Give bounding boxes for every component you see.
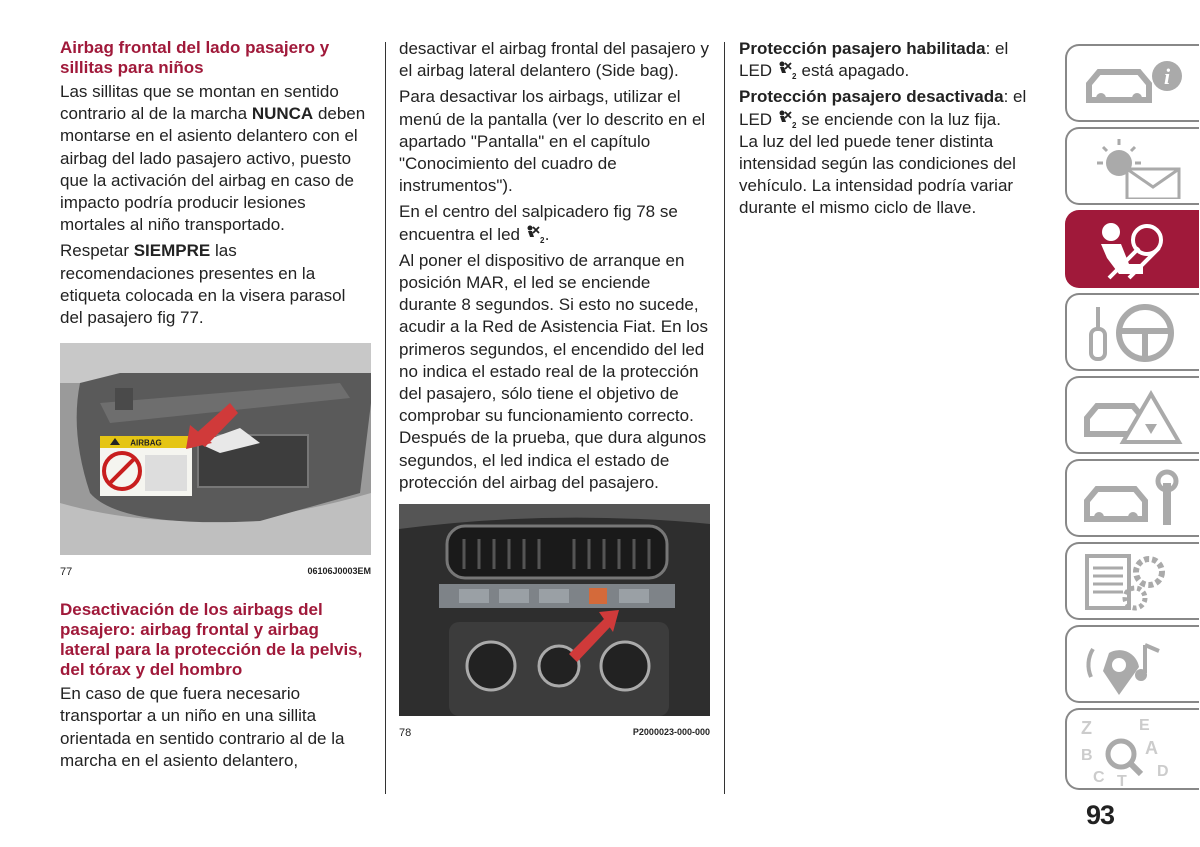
page-number: 93 <box>1085 800 1114 830</box>
paragraph: Las sillitas que se montan en sentido contrario al de la marcha NUNCA deben montarse en el asiento delantero con el airbag del lado pasajero activo, puesto que la activación del airbag en caso de impacto podría producir lesiones mortales al niño transportado. <box>60 82 366 235</box>
tab-safety[interactable] <box>1065 210 1199 288</box>
section-heading: Desactivación de los airbags del pasajero: airbag frontal y airbag lateral para la protección de la pelvis, del tórax y del hombro <box>60 600 363 680</box>
paragraph: desactivar el airbag frontal del pasajero y el airbag lateral delantero (Side bag). <box>399 39 709 81</box>
tab-starting-driving[interactable] <box>1065 293 1199 371</box>
index-icon <box>1079 716 1189 786</box>
paragraph: Al poner el dispositivo de arranque en posición MAR, el led se enciende durante 8 segundos. Si esto no sucede, acudir a la Red de Asistencia Fiat. En los primeros segundos, el encendido del led no indica el estado real de la protección del pasajero, sólo tiene el objetivo de comprobar su funcionamiento correcto. Después de la prueba, que dura algunos segundos, el led indica el estado de protección del airbag del pasajero. <box>399 250 708 492</box>
figure-77 <box>60 343 371 578</box>
passenger-airbag-off-led-icon <box>777 60 797 80</box>
figure-78 <box>399 504 710 739</box>
tab-maintenance[interactable] <box>1065 459 1199 537</box>
tab-index[interactable] <box>1065 708 1199 790</box>
figure-code: P2000023-000-000 <box>632 727 710 738</box>
airbag-label-text: AIRBAG <box>130 438 162 448</box>
tab-emergency[interactable] <box>1065 376 1199 454</box>
svg-text:B: B <box>1081 747 1093 764</box>
car-wrench-icon <box>1079 467 1189 531</box>
dashboard-photo <box>399 504 710 716</box>
svg-text:2: 2 <box>791 72 797 81</box>
tab-warning-lights[interactable] <box>1065 127 1199 205</box>
svg-text:Z: Z <box>1081 718 1092 738</box>
paragraph: La luz del led puede tener distinta intensidad según las condiciones del vehículo. La intensidad podría variar durante el mismo ciclo de llave. <box>739 131 1016 218</box>
figure-caption <box>399 727 710 739</box>
svg-text:2: 2 <box>791 120 797 129</box>
paragraph: Protección pasajero desactivada: el LED 2 se enciende con la luz fija. <box>739 87 1027 129</box>
column-divider <box>724 42 725 794</box>
column-1 <box>60 38 370 776</box>
figure-number: 78 <box>399 727 412 740</box>
tab-multimedia[interactable] <box>1065 625 1199 703</box>
paragraph: En el centro del salpicadero fig 78 se encuentra el led 2 . <box>399 202 678 244</box>
technical-data-icon <box>1079 550 1189 614</box>
svg-text:E: E <box>1139 717 1150 734</box>
passenger-airbag-off-led-icon <box>777 109 797 129</box>
sun-visor-photo <box>60 343 371 555</box>
svg-text:i: i <box>1163 64 1171 89</box>
column-2 <box>399 38 711 739</box>
svg-text:2: 2 <box>539 235 545 244</box>
warning-lights-icon <box>1079 135 1189 199</box>
paragraph: Protección pasajero habilitada: el LED 2 está apagado. <box>739 39 1009 81</box>
svg-text:A: A <box>1145 738 1158 758</box>
multimedia-icon <box>1079 633 1189 697</box>
svg-text:C: C <box>1093 769 1105 786</box>
tab-technical-data[interactable] <box>1065 542 1199 620</box>
paragraph: En caso de que fuera necesario transportar a un niño en una sillita orientada en sentido contrario al de la marcha en el asiento delantero, <box>60 684 345 770</box>
figure-code: 06106J0003EM <box>307 566 371 577</box>
passenger-airbag-off-led-icon <box>525 224 545 244</box>
airbag-seat-icon <box>1079 218 1189 282</box>
key-steering-icon <box>1079 301 1189 365</box>
car-info-icon <box>1079 52 1189 116</box>
paragraph: Respetar SIEMPRE las recomendaciones presentes en la etiqueta colocada en la visera parasol del pasajero fig 77. <box>60 241 346 328</box>
figure-number: 77 <box>60 566 73 579</box>
svg-text:D: D <box>1157 763 1169 780</box>
emergency-triangle-icon <box>1079 384 1189 448</box>
section-heading: Airbag frontal del lado pasajero y sillitas para niños <box>60 38 330 77</box>
tab-car-info[interactable] <box>1065 44 1199 122</box>
svg-text:T: T <box>1117 773 1127 786</box>
column-3 <box>739 38 1039 224</box>
column-divider <box>385 42 386 794</box>
figure-caption <box>60 566 371 578</box>
paragraph: Para desactivar los airbags, utilizar el menú de la pantalla (ver lo descrito en el apartado "Pantalla" en el capítulo "Conocimiento del cuadro de instrumentos"). <box>399 87 706 196</box>
